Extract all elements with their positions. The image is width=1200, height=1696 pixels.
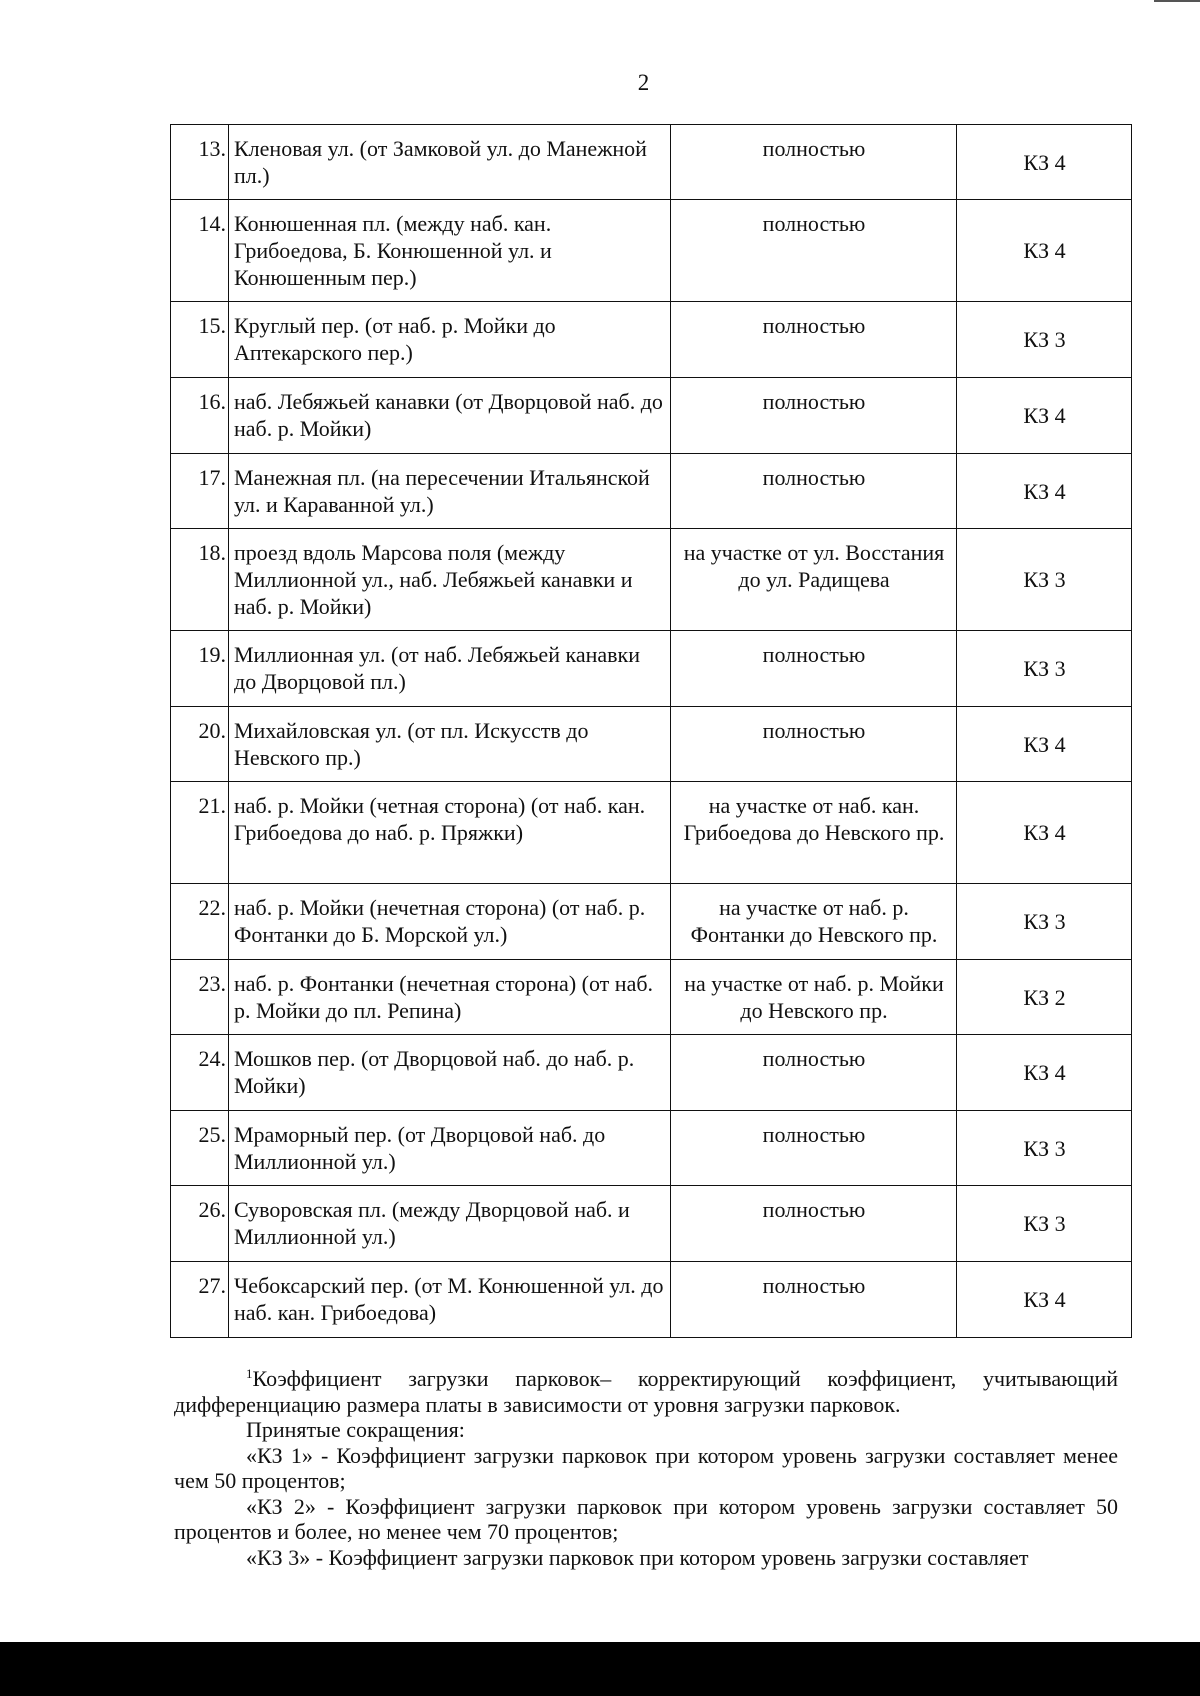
street-part: на участке от ул. Восстания до ул. Радищева [671, 529, 957, 631]
abbreviation-kz1: «КЗ 1» - Коэффициент загрузки парковок при котором уровень загрузки составляет менее чем 50 процентов; [174, 1442, 1118, 1493]
abbreviation-kz2: «КЗ 2» - Коэффициент загрузки парковок при котором уровень загрузки составляет 50 процентов и более, но менее чем 70 процентов; [174, 1493, 1118, 1544]
abbreviations-heading: Принятые сокращения: [246, 1417, 465, 1442]
row-number: 15. [171, 302, 229, 378]
load-coefficient: КЗ 3 [957, 1186, 1132, 1262]
load-coefficient: КЗ 4 [957, 707, 1132, 782]
table-row [171, 631, 1132, 707]
row-number: 25. [171, 1111, 229, 1186]
table-row [171, 378, 1132, 454]
row-number: 22. [171, 884, 229, 960]
street-name: Миллионная ул. (от наб. Лебяжьей канавки до Дворцовой пл.) [229, 631, 671, 707]
footnote-text: Коэффициент загрузки парковок– корректирующий коэффициент, учитывающий дифференциацию размера платы в зависимости от уровня загрузки парковок. [174, 1366, 1118, 1417]
street-part: на участке от наб. кан. Грибоедова до Невского пр. [671, 782, 957, 884]
street-name: Манежная пл. (на пересечении Итальянской ул. и Караванной ул.) [229, 454, 671, 529]
table-row [171, 884, 1132, 960]
load-coefficient: КЗ 3 [957, 1111, 1132, 1186]
table-row [171, 782, 1132, 884]
load-coefficient: КЗ 4 [957, 782, 1132, 884]
scan-corner-mark [1154, 0, 1200, 2]
street-part: полностью [671, 631, 957, 707]
row-number: 20. [171, 707, 229, 782]
load-coefficient: КЗ 2 [957, 960, 1132, 1035]
street-name: Мошков пер. (от Дворцовой наб. до наб. р. Мойки) [229, 1035, 671, 1111]
street-part: полностью [671, 302, 957, 378]
street-name: наб. Лебяжьей канавки (от Дворцовой наб. до наб. р. Мойки) [229, 378, 671, 454]
streets-table [170, 124, 1132, 1338]
load-coefficient: КЗ 3 [957, 302, 1132, 378]
row-number: 17. [171, 454, 229, 529]
row-number: 21. [171, 782, 229, 884]
load-coefficient: КЗ 4 [957, 1262, 1132, 1338]
load-coefficient: КЗ 4 [957, 378, 1132, 454]
load-coefficient: КЗ 4 [957, 125, 1132, 200]
street-part: на участке от наб. р. Фонтанки до Невского пр. [671, 884, 957, 960]
street-name: Кленовая ул. (от Замковой ул. до Манежной пл.) [229, 125, 671, 200]
row-number: 18. [171, 529, 229, 631]
street-part: полностью [671, 1035, 957, 1111]
row-number: 27. [171, 1262, 229, 1338]
street-part: полностью [671, 1186, 957, 1262]
street-part: полностью [671, 378, 957, 454]
footnotes-section [174, 1366, 1118, 1570]
street-name: Суворовская пл. (между Дворцовой наб. и Миллионной ул.) [229, 1186, 671, 1262]
row-number: 26. [171, 1186, 229, 1262]
street-name: Мраморный пер. (от Дворцовой наб. до Миллионной ул.) [229, 1111, 671, 1186]
street-part: полностью [671, 1111, 957, 1186]
street-part: полностью [671, 707, 957, 782]
table-row [171, 1035, 1132, 1111]
footnote [174, 1366, 1118, 1417]
load-coefficient: КЗ 3 [957, 884, 1132, 960]
street-name: Чебоксарский пер. (от М. Конюшенной ул. до наб. кан. Грибоедова) [229, 1262, 671, 1338]
load-coefficient: КЗ 3 [957, 529, 1132, 631]
row-number: 24. [171, 1035, 229, 1111]
table-row [171, 707, 1132, 782]
row-number: 13. [171, 125, 229, 200]
scan-bottom-border [0, 1642, 1200, 1696]
street-part: полностью [671, 1262, 957, 1338]
table-row [171, 960, 1132, 1035]
page-number: 2 [637, 70, 650, 95]
load-coefficient: КЗ 4 [957, 200, 1132, 302]
street-name: наб. р. Мойки (четная сторона) (от наб. кан. Грибоедова до наб. р. Пряжки) [229, 782, 671, 884]
table-row [171, 529, 1132, 631]
load-coefficient: КЗ 3 [957, 631, 1132, 707]
load-coefficient: КЗ 4 [957, 454, 1132, 529]
table-row [171, 302, 1132, 378]
street-part: на участке от наб. р. Мойки до Невского пр. [671, 960, 957, 1035]
row-number: 14. [171, 200, 229, 302]
table-row [171, 1111, 1132, 1186]
street-part: полностью [671, 200, 957, 302]
table-row [171, 125, 1132, 200]
table-row [171, 1262, 1132, 1338]
row-number: 16. [171, 378, 229, 454]
street-part: полностью [671, 454, 957, 529]
row-number: 23. [171, 960, 229, 1035]
table-row [171, 1186, 1132, 1262]
row-number: 19. [171, 631, 229, 707]
abbreviation-kz3: «КЗ 3» - Коэффициент загрузки парковок при котором уровень загрузки составляет [246, 1544, 1029, 1570]
street-name: проезд вдоль Марсова поля (между Миллионной ул., наб. Лебяжьей канавки и наб. р. Мойки) [229, 529, 671, 631]
table-row [171, 200, 1132, 302]
street-name: наб. р. Мойки (нечетная сторона) (от наб. р. Фонтанки до Б. Морской ул.) [229, 884, 671, 960]
street-part: полностью [671, 125, 957, 200]
table-row [171, 454, 1132, 529]
street-name: Конюшенная пл. (между наб. кан. Грибоедова, Б. Конюшенной ул. и Конюшенным пер.) [229, 200, 671, 302]
street-name: Михайловская ул. (от пл. Искусств до Невского пр.) [229, 707, 671, 782]
load-coefficient: КЗ 4 [957, 1035, 1132, 1111]
footnote-mark: 1 [246, 1366, 253, 1381]
street-name: Круглый пер. (от наб. р. Мойки до Аптекарского пер.) [229, 302, 671, 378]
street-name: наб. р. Фонтанки (нечетная сторона) (от наб. р. Мойки до пл. Репина) [229, 960, 671, 1035]
